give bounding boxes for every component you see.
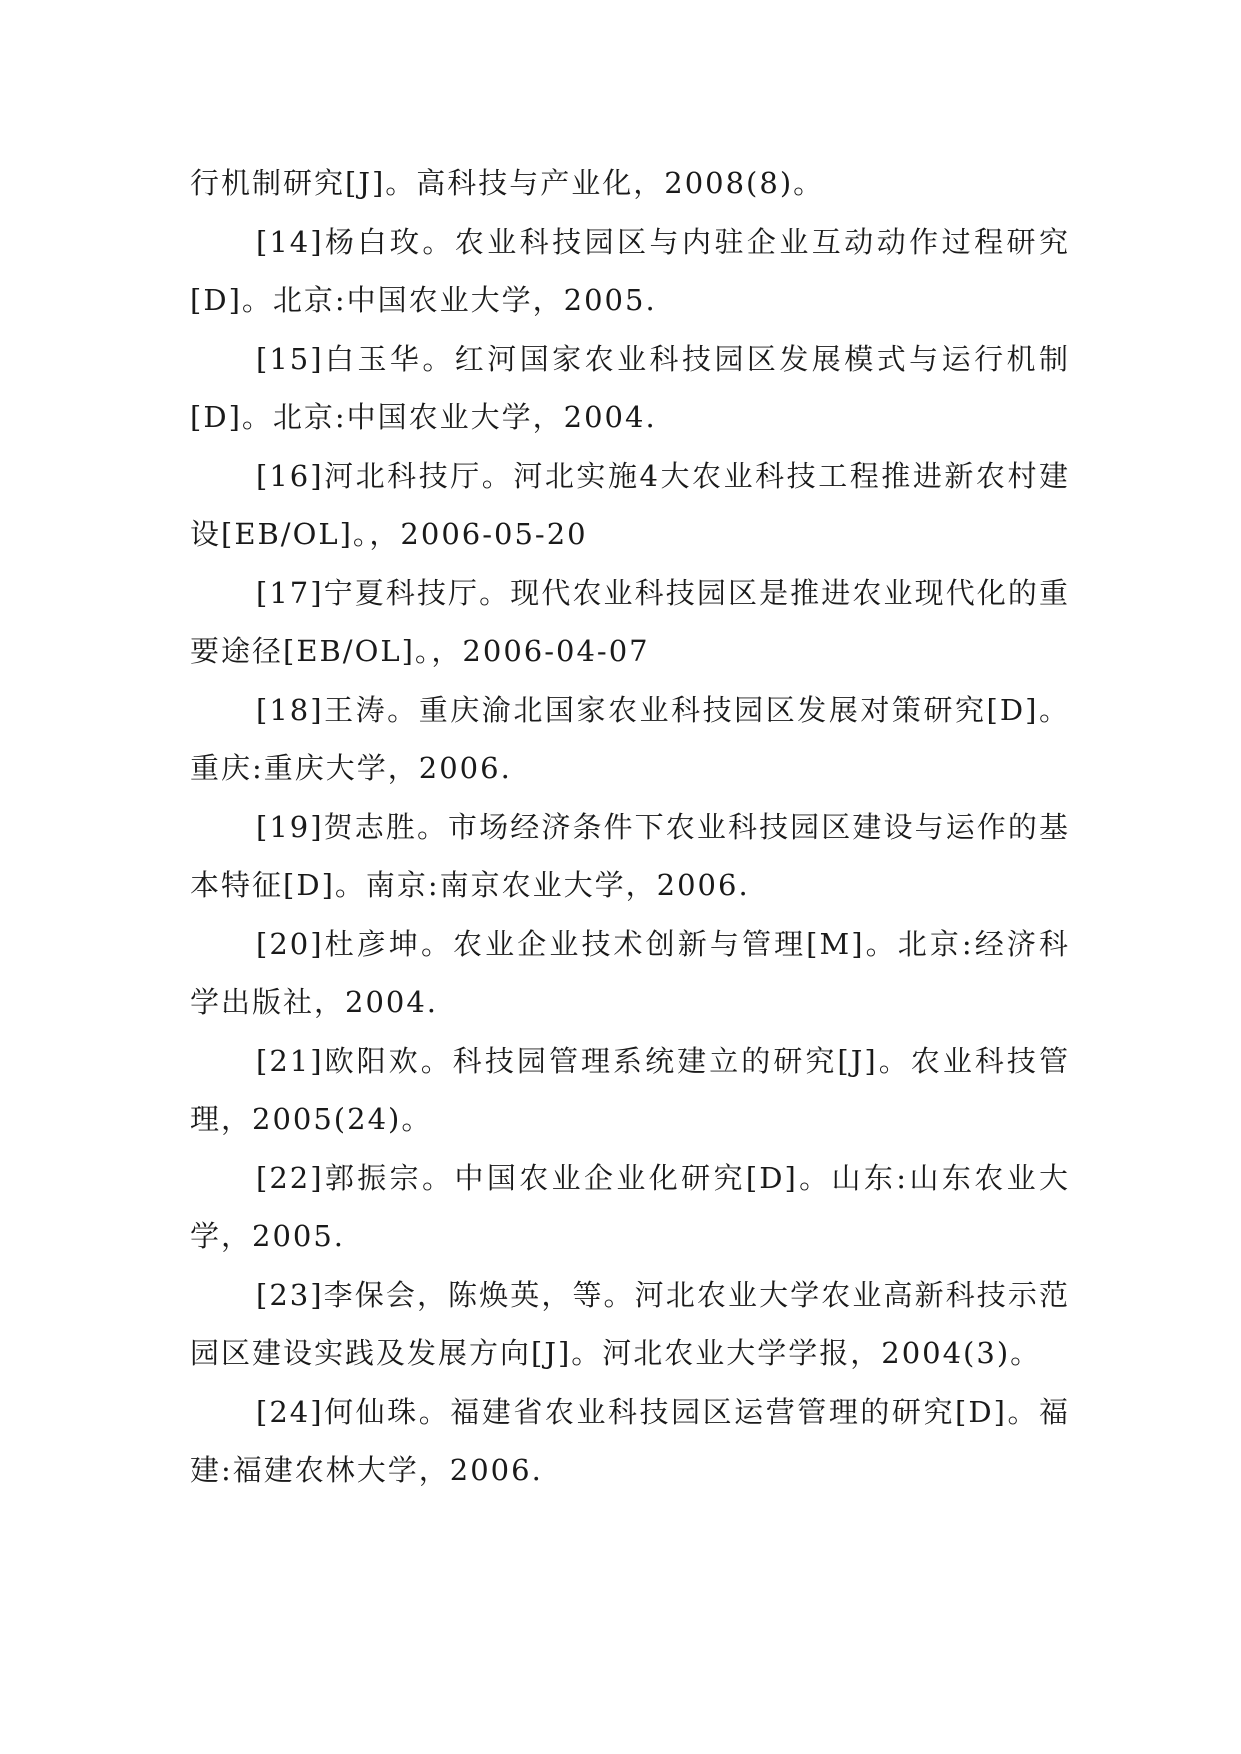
reference-item-23: [23]李保会，陈焕英，等。河北农业大学农业高新科技示范园区建设实践及发展方向[J]。河北农业大学学报，2004(3)。 (190, 1277, 1070, 1370)
reference-item-19: [19]贺志胜。市场经济条件下农业科技园区建设与运作的基本特征[D]。南京:南京农业大学，2006. (190, 809, 1070, 902)
reference-list (190, 154, 1070, 1500)
reference-item-15: [15]白玉华。红河国家农业科技园区发展模式与运行机制[D]。北京:中国农业大学，2004. (190, 341, 1070, 434)
reference-item-20: [20]杜彦坤。农业企业技术创新与管理[M]。北京:经济科学出版社，2004. (190, 926, 1070, 1019)
reference-item-14: [14]杨白玫。农业科技园区与内驻企业互动动作过程研究[D]。北京:中国农业大学，2005. (190, 224, 1070, 317)
reference-item-16: [16]河北科技厅。河北实施4大农业科技工程推进新农村建设[EB/OL]。，2006-05-20 (190, 458, 1070, 551)
reference-item-24: [24]何仙珠。福建省农业科技园区运营管理的研究[D]。福建:福建农林大学，2006. (190, 1394, 1070, 1487)
reference-item-21: [21]欧阳欢。科技园管理系统建立的研究[J]。农业科技管理，2005(24)。 (190, 1043, 1070, 1136)
reference-item-13-continued: 行机制研究[J]。高科技与产业化，2008(8)。 (190, 166, 825, 200)
reference-item-17: [17]宁夏科技厅。现代农业科技园区是推进农业现代化的重要途径[EB/OL]。，2006-04-07 (190, 575, 1070, 668)
reference-item-22: [22]郭振宗。中国农业企业化研究[D]。山东:山东农业大学，2005. (190, 1160, 1070, 1253)
reference-item-18: [18]王涛。重庆渝北国家农业科技园区发展对策研究[D]。重庆:重庆大学，2006. (190, 692, 1070, 785)
